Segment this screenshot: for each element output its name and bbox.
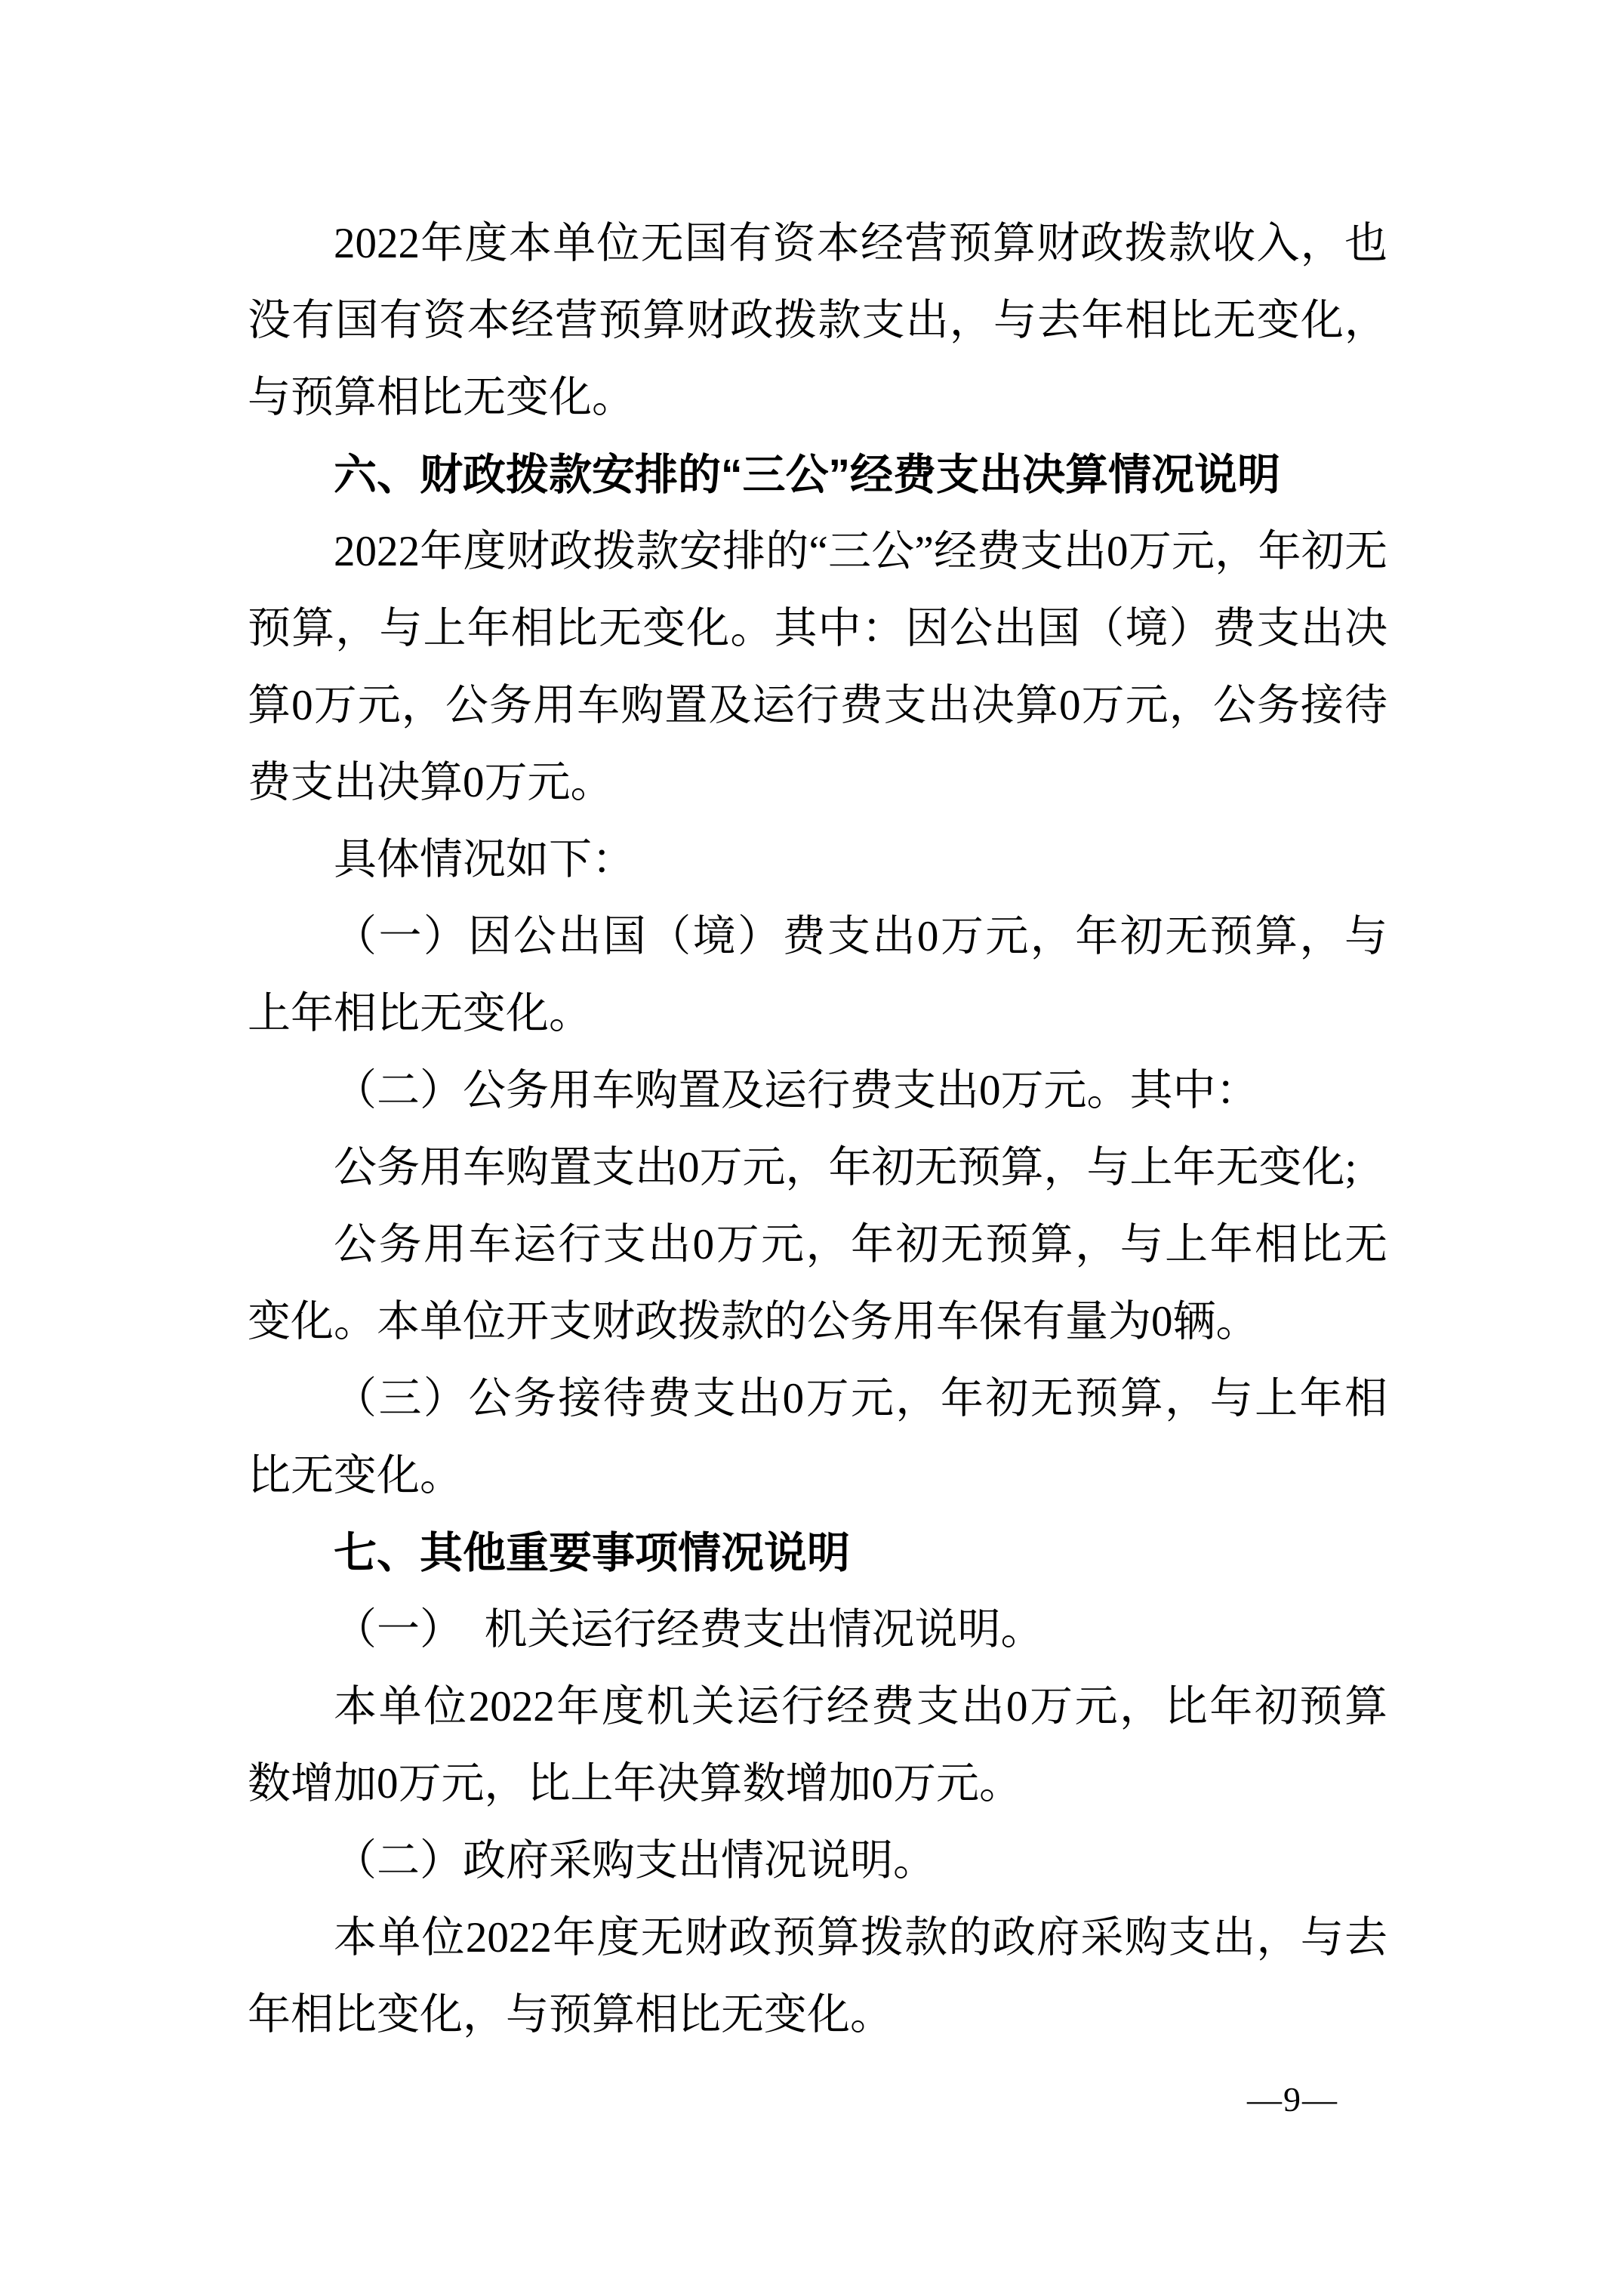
- paragraph-gov-procurement-detail: 本单位2022年度无财政预算拨款的政府采购支出，与去年相比变化，与预算相比无变化。: [248, 1914, 1387, 2039]
- paragraph-vehicle-operation: 公务用车运行支出0万元，年初无预算，与上年相比无变化。本单位开支财政拨款的公务用车保有量为0辆。: [248, 1221, 1387, 1345]
- paragraph-three-public-expenses-summary: 2022年度财政拨款安排的“三公”经费支出0万元，年初无预算，与上年相比无变化。其中：因公出国（境）费支出决算0万元，公务用车购置及运行费支出决算0万元，公务接待费支出决算0万元。: [248, 528, 1387, 806]
- paragraph-vehicle-purchase: 公务用车购置支出0万元，年初无预算，与上年无变化;: [334, 1144, 1357, 1191]
- paragraph-operating-funds-detail: 本单位2022年度机关运行经费支出0万元，比年初预算数增加0万元，比上年决算数增加0万元。: [248, 1683, 1387, 1808]
- paragraph-operating-funds-title: （一） 机关运行经费支出情况说明。: [334, 1606, 1044, 1653]
- heading-section-7: 七、其他重要事项情况说明: [334, 1529, 850, 1577]
- paragraph-state-capital-budget: 2022年度本单位无国有资本经营预算财政拨款收入，也没有国有资本经营预算财政拨款支出，与去年相比无变化，与预算相比无变化。: [248, 220, 1387, 421]
- paragraph-official-reception: （三）公务接待费支出0万元，年初无预算，与上年相比无变化。: [248, 1375, 1387, 1499]
- paragraph-details-intro: 具体情况如下：: [334, 836, 635, 883]
- paragraph-overseas-travel-expense: （一）因公出国（境）费支出0万元，年初无预算，与上年相比无变化。: [248, 913, 1387, 1037]
- page-number: —9—: [1247, 2080, 1338, 2119]
- heading-section-6: 六、财政拨款安排的“三公”经费支出决算情况说明: [334, 451, 1280, 499]
- paragraph-gov-procurement-title: （二）政府采购支出情况说明。: [334, 1837, 936, 1885]
- document-body: [248, 205, 1387, 2054]
- paragraph-vehicle-purchase-and-operation: （二）公务用车购置及运行费支出0万元。其中：: [334, 1067, 1259, 1114]
